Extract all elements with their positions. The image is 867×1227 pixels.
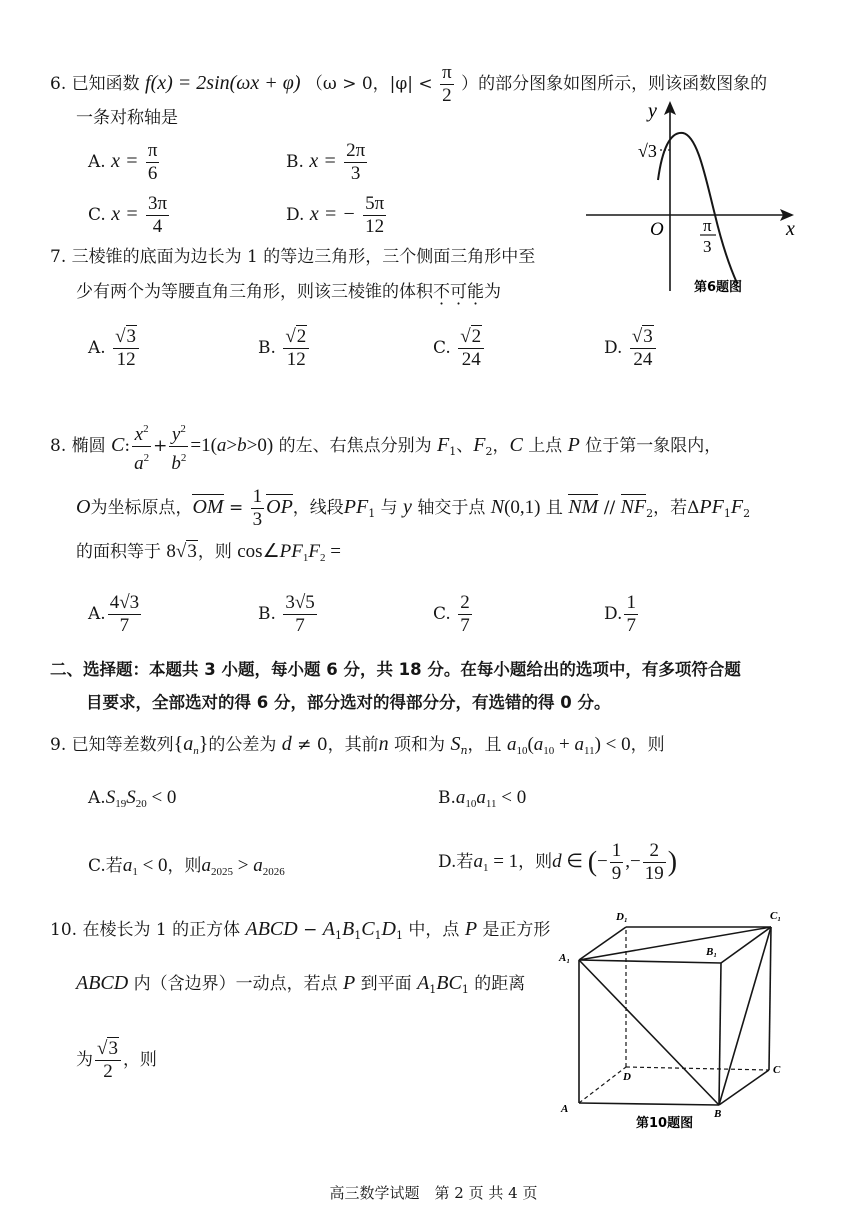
- q7-option-c: C. $\frac{√2}{24}$: [433, 326, 486, 371]
- q9-option-d: D.若$a_1 = 1$，则d ∈ (− $\frac{1}{9}$ ,− $\frac{2}{19}$ ): [438, 840, 678, 884]
- q10-line2: ABCD 内（含边界）一动点，若点 P 到平面 $A_1BC_1$ 的距离: [76, 972, 526, 996]
- vertex-d: D: [623, 1071, 631, 1083]
- q9-option-c: C.若$a_1 < 0$，则$a_{2025} > a_{2026}$: [88, 855, 285, 878]
- origin-label: O: [650, 219, 664, 240]
- q6-option-d: D. x = − $\frac{5\pi}{12}$: [286, 193, 385, 237]
- q8-option-b: B. $\frac{3√5}{7}$: [258, 592, 315, 636]
- q8-line1: 8. 椭圆 C: $\frac{x^2}{a^2}$ + $\frac{y^2}{b^2}$ =1(a>b>0) 的左、右焦点分别为 $F_1$、$F_2$，C 上点 P 位于第一象限内，: [50, 418, 721, 475]
- section2-line2: 目要求，全部选对的得 6 分，部分选对的得部分分，有选错的得 0 分。: [86, 693, 611, 712]
- q8-ellipse-c: C: [111, 434, 125, 456]
- sqrt3-label: √3: [638, 141, 657, 161]
- q6-option-a: A. x = $\frac{\pi}{6}$: [88, 140, 158, 184]
- q9-option-b: $B.a_{10}a_{11} < 0$: [438, 787, 527, 810]
- q7-line1: 7. 三棱锥的底面为边长为 1 的等边三角形，三个侧面三角形中至: [50, 247, 536, 267]
- vertex-c: C: [773, 1064, 781, 1076]
- edge-d1-a1: [579, 927, 626, 960]
- page-footer: 高三数学试题 第 2 页 共 4 页: [329, 1184, 538, 1202]
- q8-line3: 的面积等于 8√3，则 $\cos\angle PF_1F_2$ =: [76, 541, 341, 564]
- figure-6-caption: 第6题图: [694, 280, 743, 295]
- axis-label-y: y: [648, 100, 657, 122]
- edge-c1-c: [769, 927, 771, 1070]
- q8-option-a: A. $\frac{4√3}{7}$: [88, 592, 140, 636]
- q6-number: 6.: [50, 74, 67, 94]
- edge-a1-b1: [579, 960, 721, 963]
- vertex-b1: B₁: [706, 946, 718, 958]
- vertex-a1: A₁: [559, 952, 571, 964]
- q10-line1: 10. 在棱长为 1 的正方体 ABCD − $A_1B_1C_1D_1$ 中，点 P 是正方形: [50, 918, 551, 942]
- edge-b1-c1: [721, 927, 771, 963]
- diag-a1-c1: [579, 927, 771, 960]
- q8-option-d: D. $\frac{1}{7}$: [604, 592, 636, 636]
- q8-option-c: C. $\frac{2}{7}$: [433, 592, 470, 636]
- q6-condition: （ω > 0，|φ| <: [305, 74, 433, 94]
- q8-line2: O为坐标原点，OM = $\frac{1}{3}$ OP，线段$PF_1$ 与 y 轴交于点 N(0,1) 且 NM // $NF_2$，若$\Delta PF_1F_2$: [76, 486, 751, 530]
- vertex-d1: D₁: [616, 911, 628, 923]
- figure-10-caption: 第10题图: [636, 1116, 694, 1131]
- edge-b1-b: [719, 963, 721, 1105]
- vertex-a: A: [561, 1103, 569, 1115]
- q6-text-a: 已知函数: [71, 74, 140, 94]
- q6-function: f(x) = 2sin(ωx + φ): [145, 72, 301, 94]
- vertex-b: B: [714, 1108, 722, 1120]
- q7-option-b: B. $\frac{√2}{12}$: [258, 326, 311, 371]
- q6-pi-over-2: $\frac{\pi}{2}$: [442, 62, 452, 106]
- q7-option-a: A. $\frac{√3}{12}$: [88, 326, 141, 371]
- edge-b-c: [719, 1070, 769, 1105]
- section2-line1: 二、选择题：本题共 3 小题，每小题 6 分，共 18 分。在每小题给出的选项中，有多项符合题: [50, 660, 741, 679]
- q6-graph: [580, 95, 810, 300]
- hidden-edge-a-d: [579, 1067, 626, 1103]
- q9-line1: 9. 已知等差数列$\{a_n\}$的公差为 d ≠ 0，其前n 项和为 $S_n$，且 $a_{10}(a_{10} + a_{11}) < 0$，则: [50, 733, 665, 757]
- q7-line2: 少有两个为等腰直角三角形，则该三棱锥的体积不可能为: [76, 282, 501, 302]
- q6-line2: 一条对称轴是: [76, 108, 178, 128]
- axis-label-x: x: [786, 218, 795, 240]
- q9-option-a: $A.S_{19}S_{20} < 0$: [88, 787, 177, 810]
- tick-pi-num: π: [703, 216, 712, 235]
- q6-text-b: ）的部分图象如图所示，则该函数图象的: [461, 74, 768, 94]
- edge-a-b: [579, 1103, 719, 1105]
- hidden-edge-d-c: [626, 1067, 769, 1070]
- q7-option-d: D. $\frac{√3}{24}$: [604, 326, 658, 371]
- q6-option-b: B. x = $\frac{2\pi}{3}$: [286, 140, 366, 184]
- vertex-c1: C₁: [770, 910, 782, 922]
- diag-b-c1: [719, 927, 771, 1105]
- q10-line3: 为 $\frac{√3}{2}$ ，则: [76, 1038, 157, 1082]
- q10-cube-figure: [556, 905, 796, 1135]
- diag-a1-b: [579, 960, 719, 1105]
- q6-option-c: C. x = $\frac{3\pi}{4}$: [88, 193, 168, 237]
- tick-3-den: 3: [703, 237, 712, 256]
